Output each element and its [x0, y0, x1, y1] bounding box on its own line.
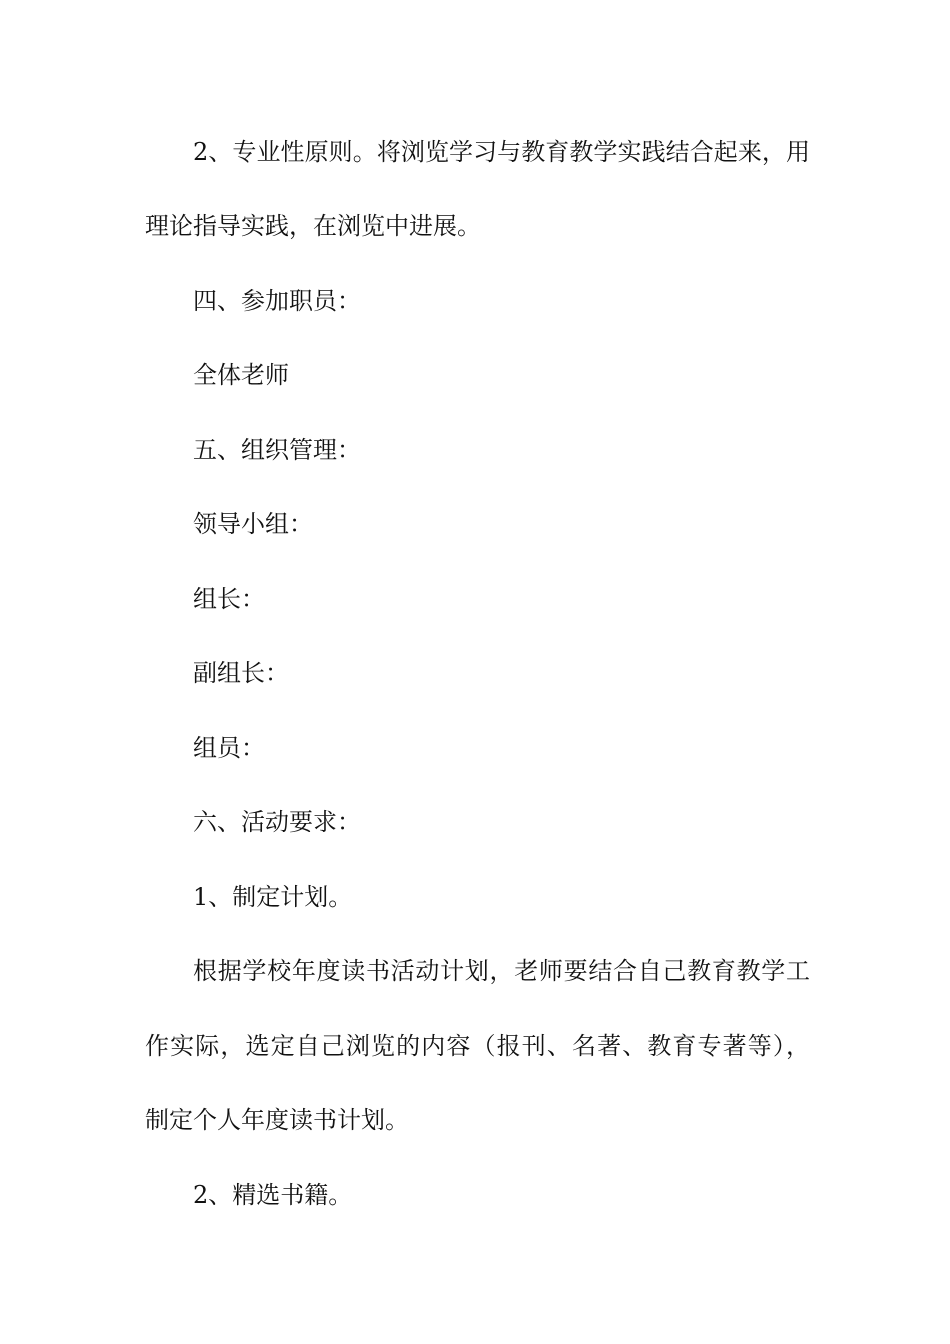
plan-paragraph-line-1: 根据学校年度读书活动计划，老师要结合自己教育教学工: [193, 957, 810, 985]
section-heading-organization: 五、组织管理：: [193, 436, 361, 464]
group-members-label: 组员：: [193, 734, 265, 762]
leadership-group-label: 领导小组：: [193, 510, 313, 538]
requirement-plan-heading: 1、制定计划。: [193, 883, 353, 911]
section-heading-requirements: 六、活动要求：: [193, 808, 361, 836]
participants-text: 全体老师: [193, 361, 289, 389]
group-leader-label: 组长：: [193, 585, 265, 613]
plan-paragraph-line-2: 作实际，选定自己浏览的内容（报刊、名著、教育专著等），: [145, 1032, 810, 1060]
requirement-books-heading: 2、精选书籍。: [193, 1181, 353, 1209]
section-heading-participants: 四、参加职员：: [193, 287, 361, 315]
paragraph-principle-line-2: 理论指导实践，在浏览中进展。: [145, 212, 481, 240]
plan-paragraph-line-3: 制定个人年度读书计划。: [145, 1106, 409, 1134]
paragraph-principle-line-1: 2、专业性原则。将浏览学习与教育教学实践结合起来，用: [193, 138, 810, 166]
deputy-leader-label: 副组长：: [193, 659, 289, 687]
